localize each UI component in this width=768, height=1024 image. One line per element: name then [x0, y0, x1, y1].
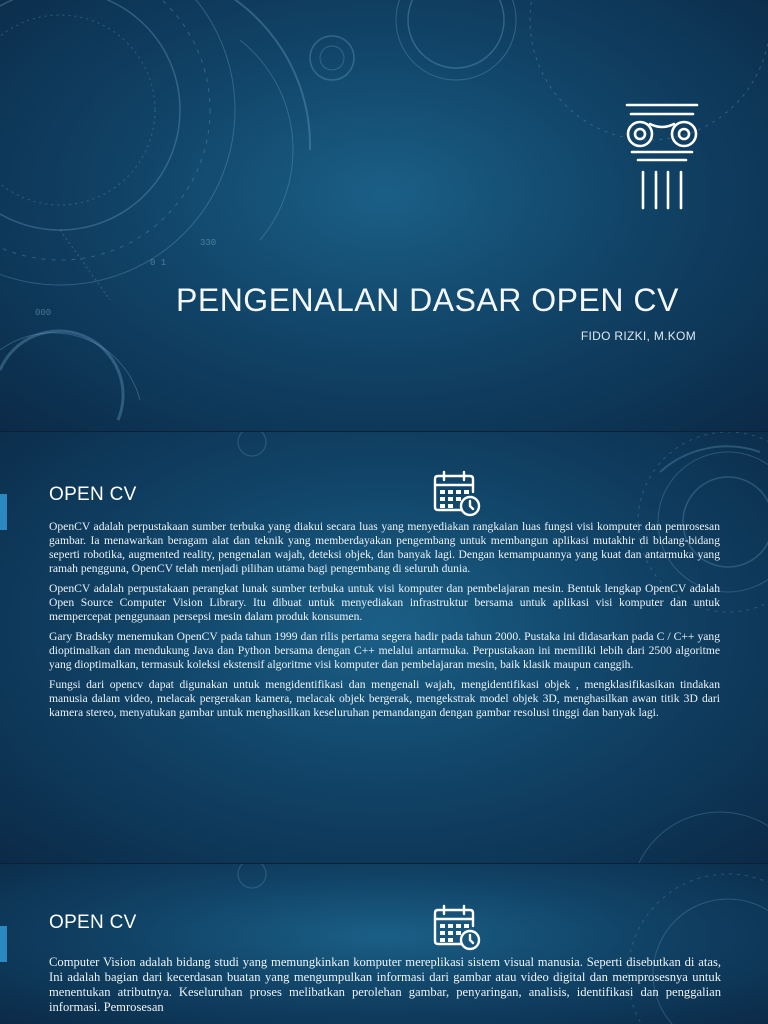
presenter-name: FIDO RIZKI, M.KOM	[580, 329, 696, 343]
paragraph: Fungsi dari opencv dapat digunakan untuk mengidentifikasi dan mengenali wajah, mengidentifikasi objek , mengklasifikasikan tindakan manusia dalam video, melacak pergerakan kamera, melacak objek bergerak, mengekstrak model objek 3D, menghasilkan awan titik 3D dari kamera stereo, menyatukan gambar untuk menghasilkan keseluruhan pemandangan dengan gambar resolusi tinggi dan banyak lagi.	[49, 678, 720, 719]
svg-text:0 1: 0 1	[150, 258, 167, 268]
calendar-clock-icon	[432, 470, 482, 518]
slide-body-text	[49, 520, 720, 726]
slide-body-text	[49, 955, 721, 1021]
calendar-clock-icon	[432, 904, 482, 952]
paragraph: OpenCV adalah perpustakaan perangkat lunak sumber terbuka untuk visi komputer dan pembelajaran mesin. Bentuk lengkap OpenCV adalah Open Source Computer Vision Library. Itu dibuat untuk menyediakan infrastruktur bersama untuk aplikasi visi komputer dan untuk mempercepat penggunaan persepsi mesin dalam produk konsumen.	[49, 582, 720, 623]
slide-accent-tab	[0, 926, 7, 962]
slide-accent-tab	[0, 494, 7, 530]
ionic-column-icon	[624, 100, 700, 212]
content-slide-2	[0, 864, 768, 1024]
paragraph: Computer Vision adalah bidang studi yang memungkinkan komputer mereplikasi sistem visual manusia. Seperti disebutkan di atas, Ini adalah bagian dari kecerdasan buatan yang mengumpulkan informasi dari gambar atau video digital dan memprosesnya untuk menentukan atributnya. Keseluruhan proses melibatkan perolehan gambar, penyaringan, analisis, identifikasi dan penggalian informasi. Pemrosesan	[49, 955, 721, 1014]
svg-text:330: 330	[200, 238, 217, 248]
title-slide	[0, 0, 768, 432]
paragraph: OpenCV adalah perpustakaan sumber terbuka yang diakui secara luas yang menyediakan rangkaian luas fungsi visi komputer dan pemrosesan gambar. Ia menawarkan beragam alat dan teknik yang memberdayakan pengembang untuk membangun aplikasi mutakhir di bidang-bidang seperti robotika, augmented reality, pengenalan wajah, deteksi objek, dan banyak lagi. Dengan kemampuannya yang kuat dan antarmuka yang ramah pengguna, OpenCV telah menjadi pilihan utama bagi pengembang di seluruh dunia.	[49, 520, 720, 575]
svg-text:000: 000	[35, 308, 52, 318]
slide-heading: OPEN CV	[49, 912, 137, 933]
presentation-title: PENGENALAN DASAR OPEN CV	[176, 282, 679, 318]
content-slide-1	[0, 432, 768, 864]
circular-tech-decoration	[0, 0, 768, 432]
slide-heading: OPEN CV	[49, 484, 137, 505]
paragraph: Gary Bradsky menemukan OpenCV pada tahun 1999 dan rilis pertama segera hadir pada tahun 2000. Pustaka ini didasarkan pada C / C++ yang dioptimalkan dan mendukung Java dan Python bersama dengan C++ melalui antarmuka. Perpustakaan ini memiliki lebih dari 2500 algoritme yang dioptimalkan, termasuk koleksi ekstensif algoritme visi komputer dan pembelajaran mesin, baik klasik maupun canggih.	[49, 630, 720, 671]
